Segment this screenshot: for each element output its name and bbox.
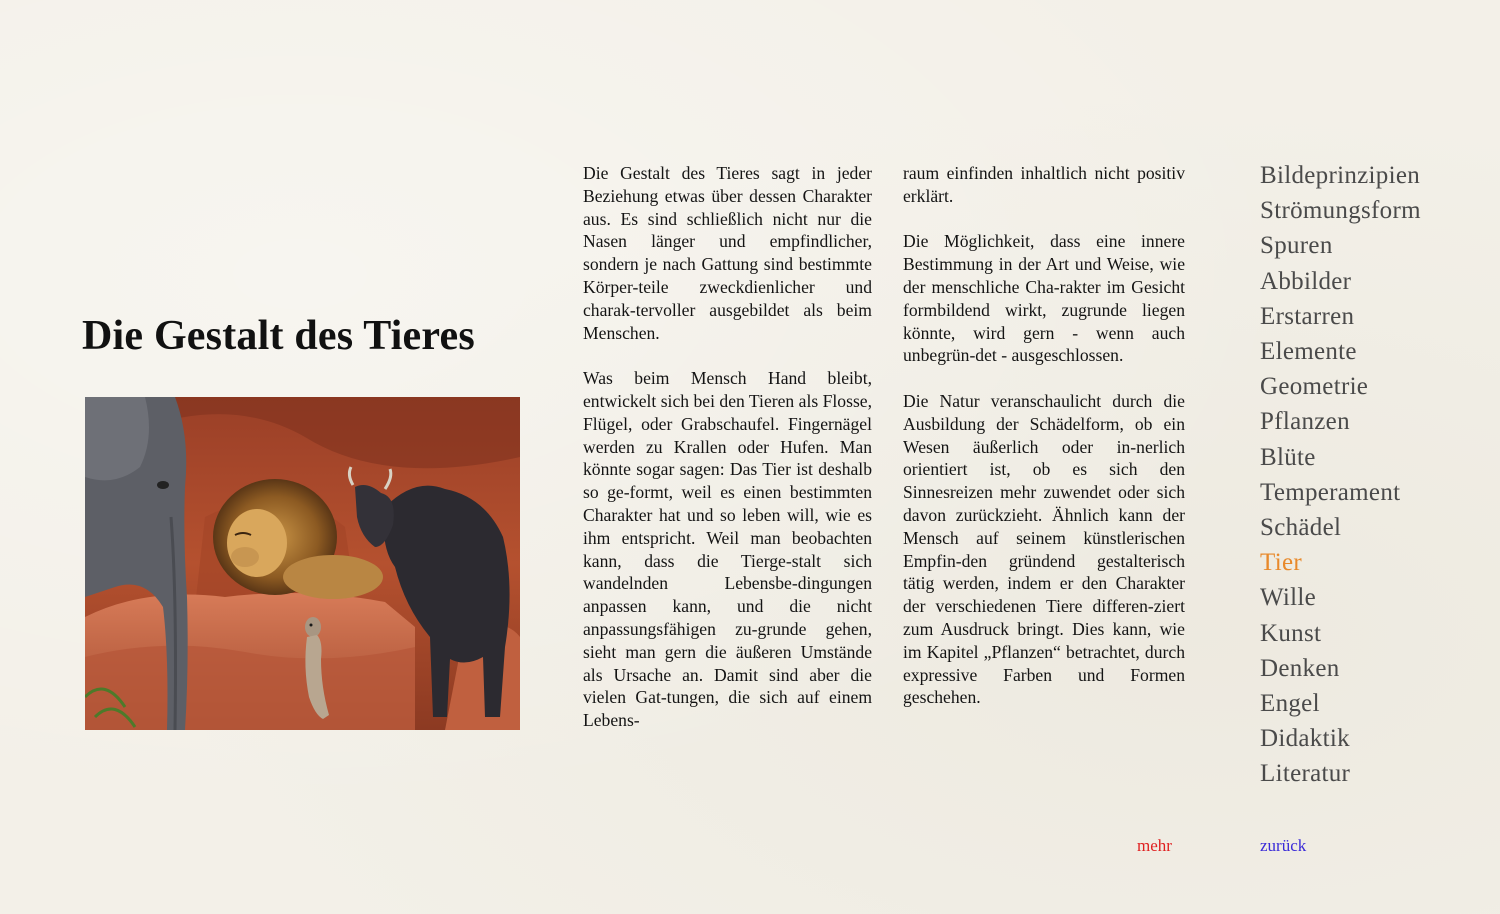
nav-item-tier[interactable]: Tier xyxy=(1260,549,1302,577)
nav-item-temperament[interactable]: Temperament xyxy=(1260,478,1401,506)
nav-item-spuren[interactable]: Spuren xyxy=(1260,232,1333,260)
nav-item-didaktik[interactable]: Didaktik xyxy=(1260,725,1350,753)
nav-item-geometrie[interactable]: Geometrie xyxy=(1260,373,1369,401)
nav-item-wille[interactable]: Wille xyxy=(1260,584,1317,612)
animal-collage-image xyxy=(85,397,520,730)
article-column-1 xyxy=(583,162,872,755)
nav-item-bildeprinzipien[interactable]: Bildeprinzipien xyxy=(1260,162,1421,189)
nav-item-abbilder[interactable]: Abbilder xyxy=(1260,267,1352,295)
nav-item-erstarren[interactable]: Erstarren xyxy=(1260,302,1355,330)
nav-item-stroemungsform[interactable]: Strömungsform xyxy=(1260,197,1421,225)
nav-item-denken[interactable]: Denken xyxy=(1260,654,1340,682)
nav-item-engel[interactable]: Engel xyxy=(1260,690,1320,718)
back-link[interactable]: zurück xyxy=(1260,836,1307,855)
article-paragraph: raum einfinden inhaltlich nicht positiv erklärt. xyxy=(903,163,1185,206)
nav-item-pflanzen[interactable]: Pflanzen xyxy=(1260,408,1350,436)
article-paragraph: Die Möglichkeit, dass eine innere Bestimmung in der Art und Weise, wie der menschliche Cha-rakter im Gesicht formbildend wirkt, zugrunde liegen könnte, wird gern - wenn auch unbegrün-det - ausgeschlossen. xyxy=(903,231,1185,366)
nav-item-schaedel[interactable]: Schädel xyxy=(1260,514,1342,542)
more-link[interactable]: mehr xyxy=(1137,836,1172,855)
nav-item-kunst[interactable]: Kunst xyxy=(1260,619,1322,647)
article-paragraph: Die Natur veranschaulicht durch die Ausbildung der Schädelform, ob ein Wesen äußerlich oder in-nerlich orientiert ist, ob es sich den Sinnesreizen mehr zuwendet oder sich davon zurückzieht. Ähnlich kann der Mensch auf seinem künstlerischen Empfin-den gründend gestalterisch tätig werden, indem er den Charakter der verschiedenen Tiere differen-ziert zum Ausdruck bringt. Dies kann, wie im Kapitel „Pflanzen“ betrachtet, durch expressive Farben und Formen geschehen. xyxy=(903,390,1185,708)
nav-item-literatur[interactable]: Literatur xyxy=(1260,760,1351,788)
article-column-2 xyxy=(903,162,1185,732)
article-paragraph: Die Gestalt des Tieres sagt in jeder Beziehung etwas über dessen Charakter aus. Es sind schließlich nicht nur die Nasen länger und empfindlicher, sondern je nach Gattung sind bestimmte Körper-teile zweckdienlicher und charak-tervoller ausgebildet als beim Menschen. xyxy=(583,163,872,343)
nav-item-bluete[interactable]: Blüte xyxy=(1260,443,1316,471)
page-title: Die Gestalt des Tieres xyxy=(82,313,475,359)
article-paragraph: Was beim Mensch Hand bleibt, entwickelt sich bei den Tieren als Flosse, Flügel, oder Grabschaufel. Fingernägel werden zu Krallen oder Hufen. Man könnte sogar sagen: Das Tier ist deshalb so ge-formt, weil es einen bestimmten Charakter hat und so leben will, wie es ihm entspricht. Weil man beobachten kann, dass die Tierge-stalt sich wandelnden Lebensbe-dingungen anpassen kann, und die nicht anpassungsfähigen zu-grunde gehen, sieht man gern die äußeren Umstände als Ursache an. Damit sind aber die vielen Gat-tungen, die sich auf einem Lebens- xyxy=(583,368,872,731)
nav-item-elemente[interactable]: Elemente xyxy=(1260,338,1357,366)
chapter-navigation xyxy=(1260,158,1421,792)
